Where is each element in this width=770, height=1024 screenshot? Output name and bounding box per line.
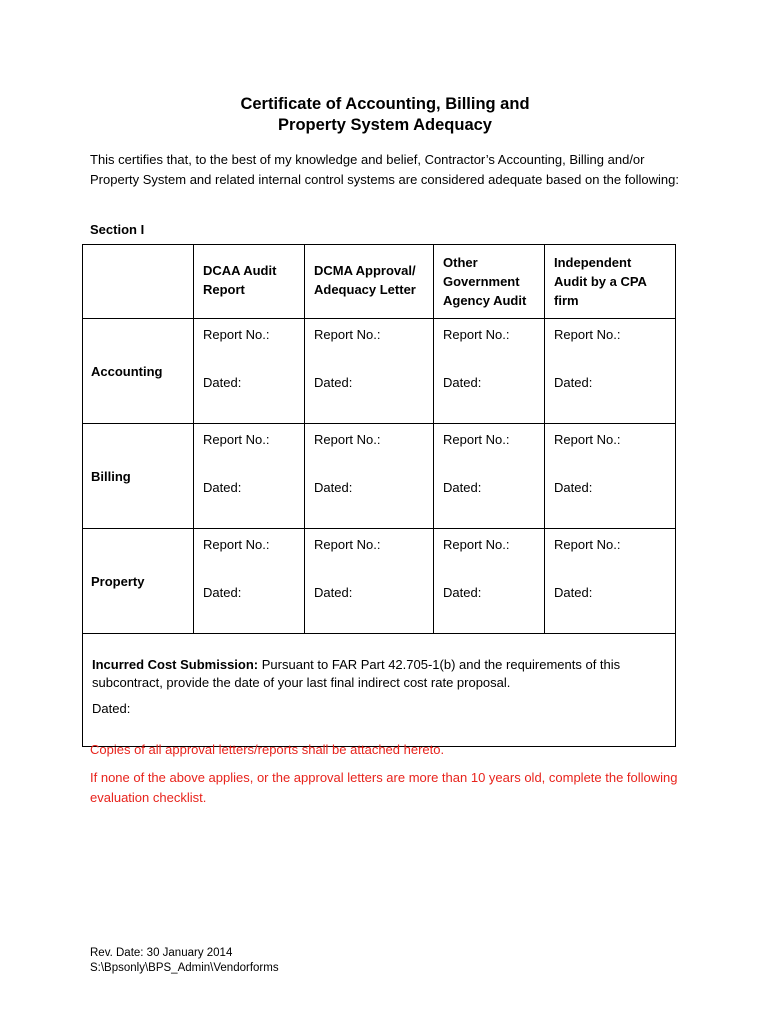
report-no-label: Report No.:	[203, 537, 270, 552]
report-no-label: Report No.:	[443, 327, 510, 342]
attach-note: Copies of all approval letters/reports shall be attached hereto.	[90, 742, 445, 757]
report-no-label: Report No.:	[554, 537, 621, 552]
footer	[90, 946, 279, 976]
accounting-cpa-cell[interactable]	[545, 319, 676, 424]
dated-label: Dated:	[314, 480, 353, 495]
report-no-label: Report No.:	[314, 327, 381, 342]
adequacy-table	[82, 244, 676, 747]
report-no-label: Report No.:	[314, 537, 381, 552]
dated-label: Dated:	[443, 585, 482, 600]
row-label-property: Property	[83, 529, 194, 634]
header-other-line-3: Agency Audit	[443, 293, 527, 308]
title-line-1: Certificate of Accounting, Billing and	[240, 95, 530, 113]
incurred-cost-text	[92, 656, 665, 692]
header-dcma	[305, 245, 434, 319]
property-cpa-cell[interactable]	[545, 529, 676, 634]
table-row-accounting	[83, 319, 676, 424]
header-dcaa-line-1: DCAA Audit	[203, 263, 277, 278]
row-label-accounting: Accounting	[83, 319, 194, 424]
dated-label: Dated:	[203, 585, 242, 600]
dated-label: Dated:	[554, 585, 593, 600]
billing-dcaa-cell[interactable]	[194, 424, 305, 529]
header-dcaa	[194, 245, 305, 319]
dated-label: Dated:	[203, 375, 242, 390]
incurred-cost-heading: Incurred Cost Submission:	[92, 657, 259, 672]
dated-label: Dated:	[443, 480, 482, 495]
header-other-line-1: Other	[443, 255, 478, 270]
report-no-label: Report No.:	[443, 537, 510, 552]
header-cpa-line-1: Independent	[554, 255, 632, 270]
intro-paragraph: This certifies that, to the best of my knowledge and belief, Contractor’s Accounting, Billing and/or Property System and related internal control systems are considered adequate based on the following:	[90, 152, 679, 187]
header-cpa-line-2: Audit by a CPA	[554, 274, 647, 289]
title-line-2: Property System Adequacy	[278, 116, 492, 134]
incurred-cost-cell[interactable]	[83, 634, 676, 747]
header-other-agency	[434, 245, 545, 319]
report-no-label: Report No.:	[203, 327, 270, 342]
dated-label: Dated:	[314, 585, 353, 600]
accounting-other-cell[interactable]	[434, 319, 545, 424]
incurred-cost-body: Pursuant to FAR Part 42.705-1(b) and the requirements of this subcontract, provide the date of your last final indirect cost rate proposal.	[92, 657, 621, 690]
billing-dcma-cell[interactable]	[305, 424, 434, 529]
table-row-property	[83, 529, 676, 634]
revision-date: Rev. Date: 30 January 2014	[90, 947, 233, 959]
report-no-label: Report No.:	[314, 432, 381, 447]
property-dcaa-cell[interactable]	[194, 529, 305, 634]
report-no-label: Report No.:	[554, 432, 621, 447]
file-path: S:\Bpsonly\BPS_Admin\Vendorforms	[90, 962, 279, 974]
header-cpa-line-3: firm	[554, 293, 579, 308]
dated-label: Dated:	[554, 375, 593, 390]
report-no-label: Report No.:	[443, 432, 510, 447]
table-header-row	[83, 245, 676, 319]
report-no-label: Report No.:	[554, 327, 621, 342]
row-label-billing: Billing	[83, 424, 194, 529]
header-dcaa-line-2: Report	[203, 282, 245, 297]
billing-cpa-cell[interactable]	[545, 424, 676, 529]
header-other-line-2: Government	[443, 274, 520, 289]
dated-label: Dated:	[554, 480, 593, 495]
property-dcma-cell[interactable]	[305, 529, 434, 634]
billing-other-cell[interactable]	[434, 424, 545, 529]
dated-label: Dated:	[203, 480, 242, 495]
header-dcma-line-2: Adequacy Letter	[314, 282, 416, 297]
report-no-label: Report No.:	[203, 432, 270, 447]
header-empty-cell	[83, 245, 194, 319]
header-dcma-line-1: DCMA Approval/	[314, 263, 416, 278]
property-other-cell[interactable]	[434, 529, 545, 634]
header-cpa	[545, 245, 676, 319]
table-row-billing	[83, 424, 676, 529]
checklist-note: If none of the above applies, or the approval letters are more than 10 years old, complete the following evaluation checklist.	[90, 770, 678, 805]
incurred-cost-row	[83, 634, 676, 747]
accounting-dcaa-cell[interactable]	[194, 319, 305, 424]
document-title	[0, 94, 770, 136]
accounting-dcma-cell[interactable]	[305, 319, 434, 424]
dated-label: Dated:	[443, 375, 482, 390]
section-label: Section I	[90, 222, 145, 237]
incurred-dated-label: Dated:	[92, 701, 131, 716]
dated-label: Dated:	[314, 375, 353, 390]
